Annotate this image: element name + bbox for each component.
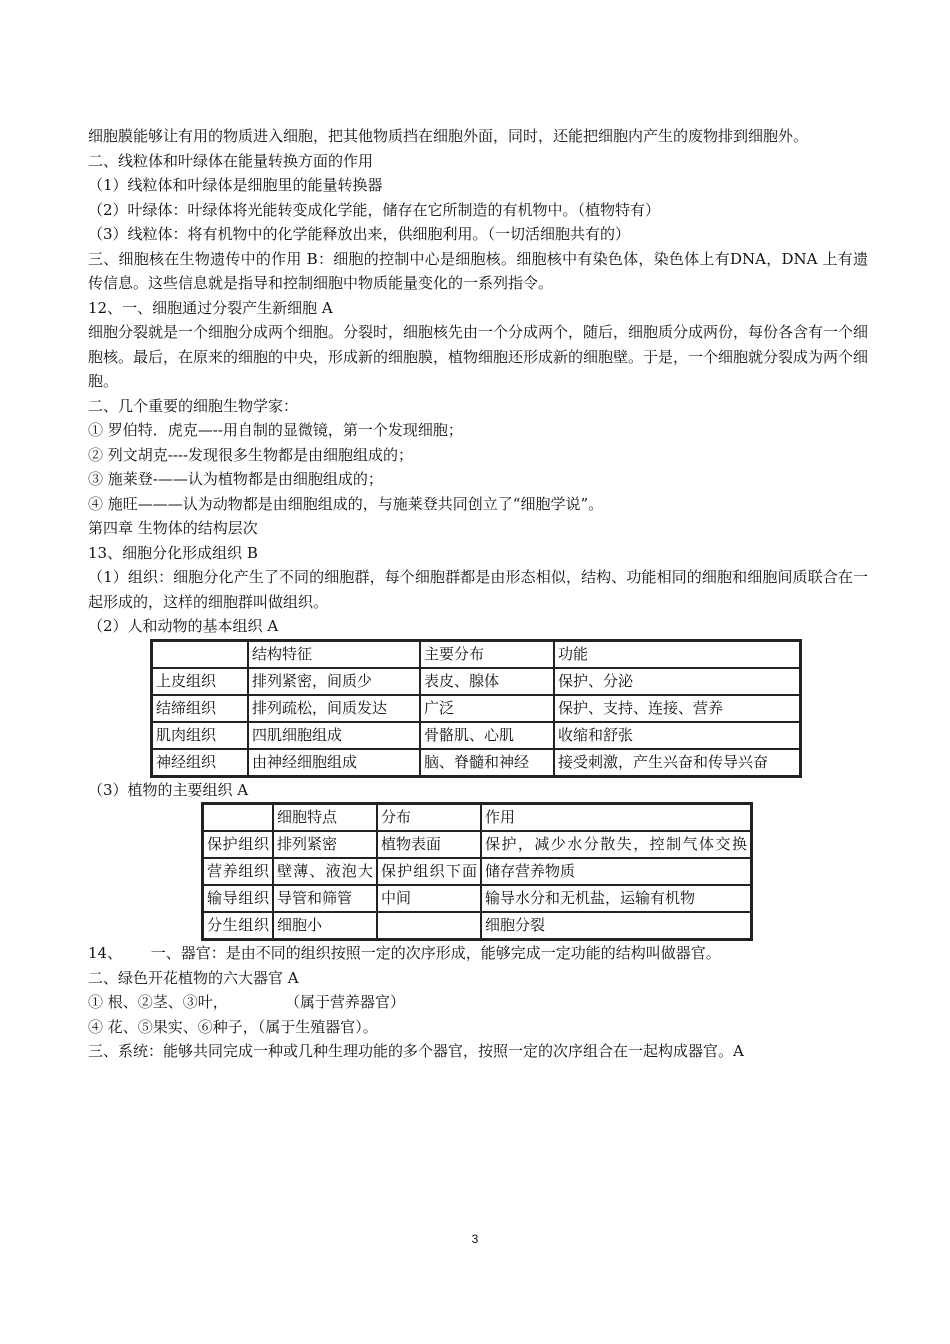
table-cell: 主要分布 [420,641,554,668]
table-cell: 保护、支持、连接、营养 [554,695,800,722]
table-cell: 输导组织 [203,885,273,912]
document-body [88,124,868,1064]
table-cell: 接受刺激，产生兴奋和传导兴奋 [554,749,800,776]
list-item: ④ 花、⑤果实、⑥种子，（属于生殖器官）。 [88,1017,378,1036]
table-cell: 细胞小 [273,912,377,939]
table-row [203,885,751,912]
paragraph-organ-definition: 14、 一、器官：是由不同的组织按照一定的次序形成，能够完成一定功能的结构叫做器官。 [88,944,721,962]
table-cell: 由神经细胞组成 [248,749,420,776]
table-cell: 细胞分裂 [481,912,751,939]
heading-cell-division: 12、一、细胞通过分裂产生新细胞 A [88,298,333,317]
table-cell: 保护，减少水分散失，控制气体交换 [481,831,751,858]
table-cell: 储存营养物质 [481,858,751,885]
table-cell: 结构特征 [248,641,420,668]
table-cell: 中间 [377,885,481,912]
table-cell: 细胞特点 [273,804,377,831]
table-cell: 广泛 [420,695,554,722]
list-item: ③ 施莱登-——认为植物都是由细胞组成的； [88,470,383,488]
table-row [152,695,800,722]
list-item: ① 罗伯特．虎克—--用自制的显微镜，第一个发现细胞； [88,421,463,439]
list-item: （2）叶绿体：叶绿体将光能转变成化学能，储存在它所制造的有机物中。（植物特有） [88,200,661,219]
list-item: （3）线粒体：将有机物中的化学能释放出来，供细胞利用。（一切活细胞共有的） [88,225,631,243]
heading-cell-biologists: 二、几个重要的细胞生物学家： [88,396,299,415]
page-number: 3 [471,1232,479,1246]
table-cell [377,912,481,939]
table-row [152,668,800,695]
table-cell: 分布 [377,804,481,831]
table-row [203,831,751,858]
table-cell: 结缔组织 [152,695,248,722]
heading-six-organs: 二、绿色开花植物的六大器官 A [88,968,299,987]
list-item: ② 列文胡克----发现很多生物都是由细胞组成的； [88,445,414,464]
table-cell: 营养组织 [203,858,273,885]
table-cell: 肌肉组织 [152,722,248,749]
animal-tissue-table [150,639,802,778]
table-cell [152,641,248,668]
list-item: ① 根、②茎、③叶， （属于营养器官） [88,993,405,1011]
table-row [203,858,751,885]
table-cell: 四肌细胞组成 [248,722,420,749]
heading-tissue: 13、细胞分化形成组织 B [88,543,258,562]
table-cell: 保护、分泌 [554,668,800,695]
table-cell: 骨骼肌、心肌 [420,722,554,749]
chapter-title: 第四章 生物体的结构层次 [88,519,258,537]
table-cell: 神经组织 [152,749,248,776]
table2-title: （3）植物的主要组织 A [88,780,249,799]
table-cell: 植物表面 [377,831,481,858]
table-cell: 作用 [481,804,751,831]
table-cell: 上皮组织 [152,668,248,695]
list-item: ④ 施旺———认为动物都是由细胞组成的，与施莱登共同创立了“细胞学说”。 [88,494,604,513]
table-cell: 排列紧密，间质少 [248,668,420,695]
paragraph-cell-division: 细胞分裂就是一个细胞分成两个细胞。分裂时，细胞核先由一个分成两个，随后，细胞质分成两份，每份各含有一个细胞核。最后，在原来的细胞的中央，形成新的细胞膜，植物细胞还形成新的细胞壁。于是，一个细胞就分裂成为两个细胞。 [88,323,869,390]
table-cell: 保护组织下面 [377,858,481,885]
paragraph-membrane: 细胞膜能够让有用的物质进入细胞，把其他物质挡在细胞外面，同时，还能把细胞内产生的废物排到细胞外。 [88,127,809,145]
paragraph-tissue-definition: （1）组织：细胞分化产生了不同的细胞群，每个细胞群都是由形态相似，结构、功能相同的细胞和细胞间质联合在一起形成的，这样的细胞群叫做组织。 [88,568,868,611]
table-cell: 表皮、腺体 [420,668,554,695]
table-cell: 输导水分和无机盐，运输有机物 [481,885,751,912]
table-header-row [203,804,751,831]
table1-title: （2）人和动物的基本组织 A [88,617,279,635]
table-cell: 排列疏松，间质发达 [248,695,420,722]
table-header-row [152,641,800,668]
table-cell: 脑、脊髓和神经 [420,749,554,776]
list-item: （1）线粒体和叶绿体是细胞里的能量转换器 [88,176,383,194]
table-cell: 壁薄、液泡大 [273,858,377,885]
table-row [152,722,800,749]
table-cell: 导管和筛管 [273,885,377,912]
table-cell: 收缩和舒张 [554,722,800,749]
plant-tissue-table [201,802,753,941]
paragraph-nucleus: 三、细胞核在生物遗传中的作用 B：细胞的控制中心是细胞核。细胞核中有染色体，染色体上有DNA，DNA 上有遗传信息。这些信息就是指导和控制细胞中物质能量变化的一系列指令。 [88,249,868,292]
table-row [152,749,800,776]
table-row [203,912,751,939]
table-cell: 保护组织 [203,831,273,858]
table-cell: 功能 [554,641,800,668]
heading-energy-conversion: 二、线粒体和叶绿体在能量转换方面的作用 [88,151,374,170]
table-cell: 分生组织 [203,912,273,939]
table-cell [203,804,273,831]
table-cell: 排列紧密 [273,831,377,858]
paragraph-system-definition: 三、系统：能够共同完成一种或几种生理功能的多个器官，按照一定的次序组合在一起构成器官。A [88,1042,744,1060]
